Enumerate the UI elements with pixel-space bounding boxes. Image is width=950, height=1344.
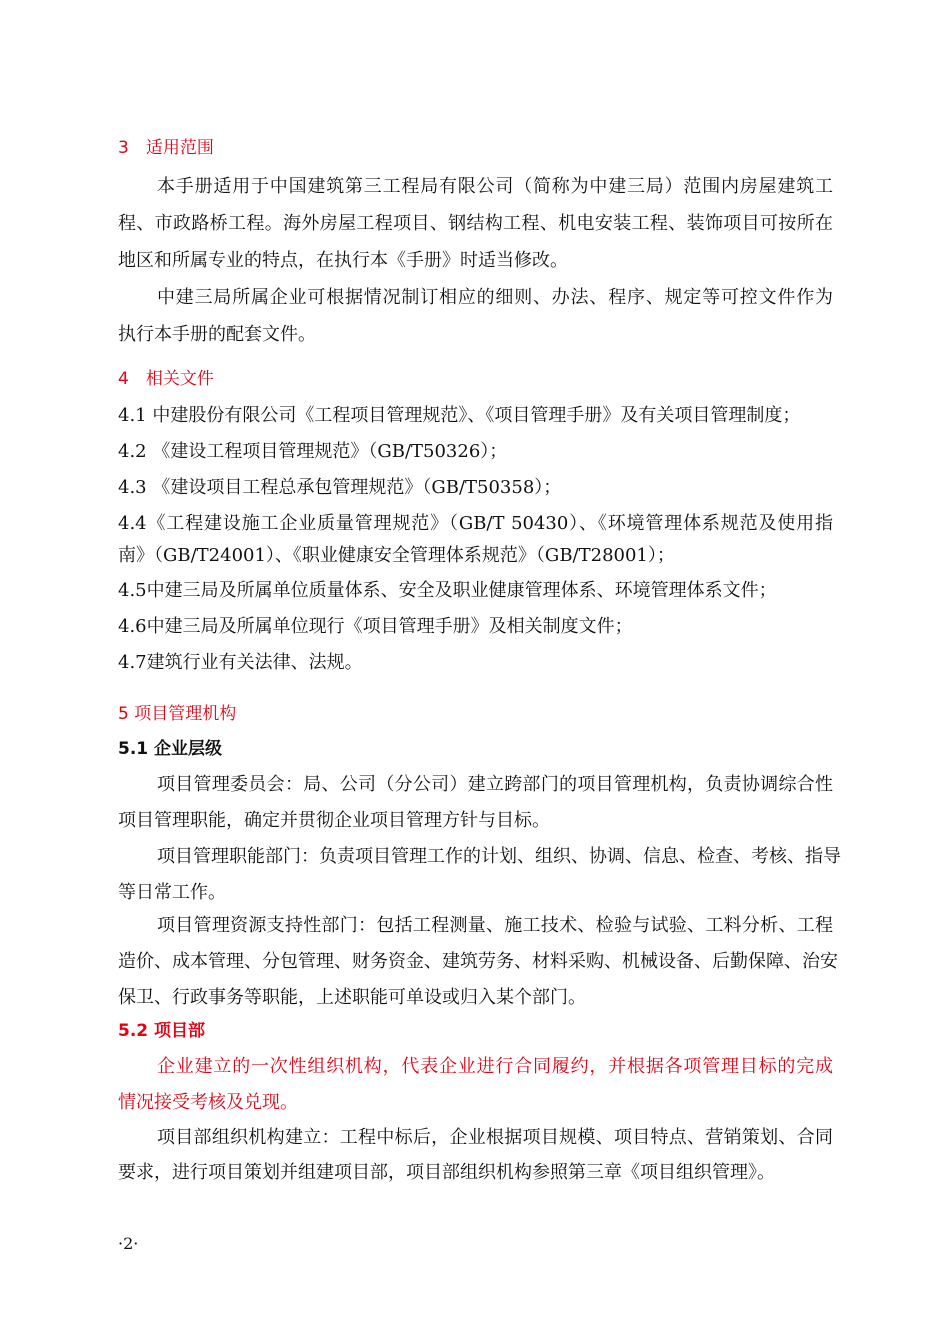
paragraph-line: 中建三局所属企业可根据情况制订相应的细则、办法、程序、规定等可控文件作为 — [157, 287, 833, 308]
paragraph-line: 本手册适用于中国建筑第三工程局有限公司（简称为中建三局）范围内房屋建筑工 — [157, 176, 833, 197]
section-4-heading: 4 相关文件 — [118, 369, 214, 389]
list-item: 4.1 中建股份有限公司《工程项目管理规范》、《项目管理手册》及有关项目管理制度； — [118, 405, 801, 426]
paragraph-line: 要求，进行项目策划并组建项目部，项目部组织机构参照第三章《项目组织管理》。 — [118, 1162, 775, 1183]
paragraph-line: 项目部组织机构建立：工程中标后，企业根据项目规模、项目特点、营销策划、合同 — [157, 1127, 833, 1148]
list-item: 4.6中建三局及所属单位现行《项目管理手册》及相关制度文件； — [118, 616, 633, 637]
list-item: 4.4《工程建设施工企业质量管理规范》（GB/T 50430）、《环境管理体系规范及使用指 — [118, 513, 833, 534]
paragraph-line: 企业建立的一次性组织机构，代表企业进行合同履约，并根据各项管理目标的完成 — [157, 1056, 833, 1077]
list-item: 4.7建筑行业有关法律、法规。 — [118, 652, 363, 673]
page-number: ·2· — [118, 1234, 139, 1253]
section-3-heading: 3 适用范围 — [118, 138, 214, 158]
section-5-1-heading: 5.1 企业层级 — [118, 739, 223, 759]
paragraph-line: 项目管理职能，确定并贯彻企业项目管理方针与目标。 — [118, 810, 550, 831]
paragraph-line: 项目管理委员会：局、公司（分公司）建立跨部门的项目管理机构，负责协调综合性 — [157, 774, 833, 795]
paragraph-line: 项目管理职能部门：负责项目管理工作的计划、组织、协调、信息、检查、考核、指导 — [157, 846, 841, 867]
list-item: 4.3 《建设项目工程总承包管理规范》（GB/T50358）； — [118, 477, 562, 498]
paragraph-line: 等日常工作。 — [118, 882, 226, 903]
paragraph-line: 程、市政路桥工程。海外房屋工程项目、钢结构工程、机电安装工程、装饰项目可按所在 — [118, 213, 833, 234]
section-5-2-heading: 5.2 项目部 — [118, 1021, 206, 1041]
paragraph-line: 项目管理资源支持性部门：包括工程测量、施工技术、检验与试验、工料分析、工程 — [157, 915, 833, 936]
paragraph-line: 造价、成本管理、分包管理、财务资金、建筑劳务、材料采购、机械设备、后勤保障、治安 — [118, 951, 838, 972]
paragraph-line: 保卫、行政事务等职能，上述职能可单设或归入某个部门。 — [118, 987, 586, 1008]
list-item: 4.5中建三局及所属单位质量体系、安全及职业健康管理体系、环境管理体系文件； — [118, 580, 777, 601]
paragraph-line: 地区和所属专业的特点，在执行本《手册》时适当修改。 — [118, 250, 568, 271]
paragraph-line: 情况接受考核及兑现。 — [118, 1092, 298, 1113]
section-5-heading: 5 项目管理机构 — [118, 704, 237, 724]
paragraph-line: 执行本手册的配套文件。 — [118, 324, 316, 345]
list-item: 4.2 《建设工程项目管理规范》（GB/T50326）； — [118, 441, 508, 462]
list-item-continuation: 南》（GB/T24001）、《职业健康安全管理体系规范》（GB/T28001）； — [118, 545, 675, 566]
